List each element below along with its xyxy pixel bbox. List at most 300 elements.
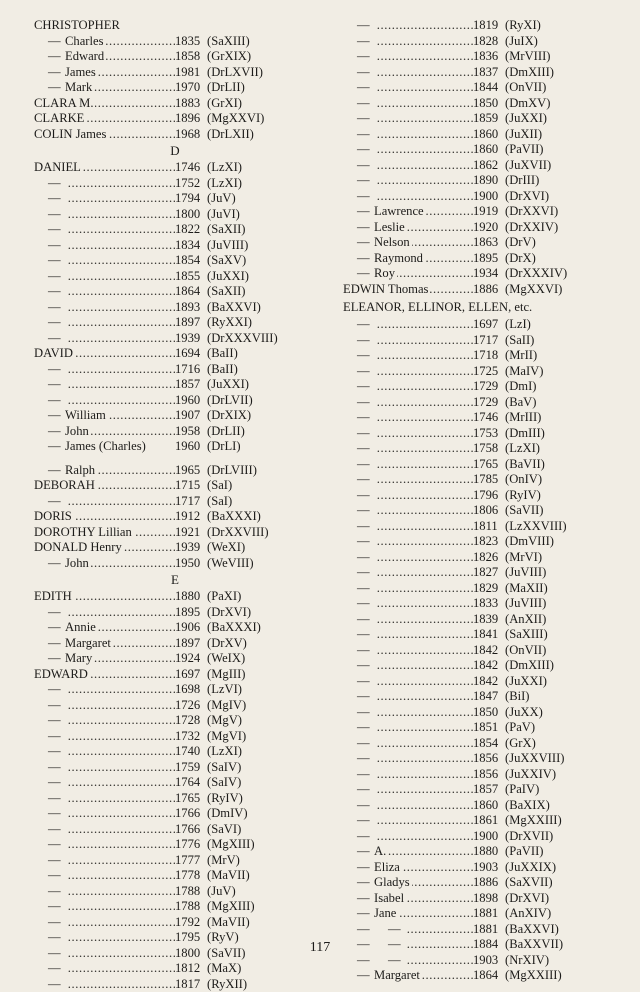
- index-entry: [34, 775, 316, 791]
- entry-year: 1939: [175, 540, 207, 556]
- index-entry: [343, 410, 625, 426]
- index-entry: [343, 627, 625, 643]
- entry-name: [343, 860, 473, 876]
- ditto-dash: —: [357, 674, 374, 690]
- given-name: [65, 605, 66, 619]
- entry-year: 1858: [175, 49, 207, 65]
- entry-name: [343, 80, 473, 96]
- index-entry: [34, 362, 316, 378]
- entry-reference: (DrLI): [207, 439, 241, 455]
- given-name: [65, 744, 66, 758]
- index-entry: [34, 868, 316, 884]
- entry-year: 1837: [473, 65, 505, 81]
- ditto-dash: —: [357, 441, 374, 457]
- ditto-dash: —: [357, 658, 374, 674]
- index-entry: [343, 519, 625, 535]
- entry-name: [34, 80, 175, 96]
- entry-reference: (SaVII): [505, 503, 543, 519]
- entry-year: 1817: [175, 977, 207, 992]
- given-name: DAVID: [34, 346, 74, 360]
- index-entry: [34, 253, 316, 269]
- entry-reference: (SaI): [207, 494, 232, 510]
- given-name: [405, 953, 406, 967]
- ditto-dash: —: [357, 173, 374, 189]
- index-entry: [34, 977, 316, 992]
- ditto-dash: —: [48, 744, 65, 760]
- ditto-dash: —: [357, 220, 374, 236]
- ditto-dash: —: [357, 891, 374, 907]
- ditto-dash: —: [357, 627, 374, 643]
- entry-reference: (SaXII): [207, 222, 245, 238]
- index-entry: [343, 34, 625, 50]
- ditto-dash: —: [48, 884, 65, 900]
- given-name: [374, 189, 375, 203]
- index-entry: [34, 331, 316, 347]
- entry-reference: (JuVIII): [505, 596, 546, 612]
- ditto-dash: —: [357, 968, 374, 984]
- entry-reference: (LzXI): [207, 744, 242, 760]
- entry-reference: (RyXI): [505, 18, 541, 34]
- entry-name: [34, 191, 175, 207]
- given-name: [405, 922, 406, 936]
- given-name: [374, 80, 375, 94]
- entry-year: 1907: [175, 408, 207, 424]
- entry-year: 1842: [473, 674, 505, 690]
- given-name: [374, 674, 375, 688]
- index-entry: [34, 605, 316, 621]
- ditto-dash: —: [48, 494, 65, 510]
- entry-year: 1886: [473, 282, 505, 298]
- given-name: EDWARD: [34, 667, 89, 681]
- entry-name: [343, 441, 473, 457]
- entry-reference: (SaI): [207, 478, 232, 494]
- entry-reference: (BaV): [505, 395, 536, 411]
- index-entry: [343, 251, 625, 267]
- entry-year: 1960: [175, 393, 207, 409]
- index-entry: [343, 158, 625, 174]
- entry-year: 1834: [175, 238, 207, 254]
- index-entry: [343, 705, 625, 721]
- entry-year: 1718: [473, 348, 505, 364]
- given-name: [65, 284, 66, 298]
- given-name: [374, 317, 375, 331]
- ditto-dash: —: [48, 439, 65, 455]
- entry-reference: (DmXV): [505, 96, 550, 112]
- entry-year: 1900: [473, 189, 505, 205]
- entry-reference: (DmIII): [505, 426, 545, 442]
- entry-year: 1795: [175, 930, 207, 946]
- entry-name: [343, 235, 473, 251]
- entry-name: [34, 713, 175, 729]
- entry-reference: (BaXXXI): [207, 620, 261, 636]
- entry-year: 1854: [473, 736, 505, 752]
- ditto-dash: —: [357, 348, 374, 364]
- ditto-dash: —: [48, 253, 65, 269]
- given-name: [65, 207, 66, 221]
- entry-name: [343, 395, 473, 411]
- entry-reference: (LzI): [505, 317, 531, 333]
- ditto-dash: —: [357, 65, 374, 81]
- entry-year: 1896: [175, 111, 207, 127]
- index-entry: [343, 282, 625, 298]
- entry-name: [343, 844, 473, 860]
- entry-reference: (MgV): [207, 713, 242, 729]
- index-entry: [34, 698, 316, 714]
- given-name: [374, 410, 375, 424]
- index-entry: [34, 806, 316, 822]
- ditto-dash: —: [48, 791, 65, 807]
- given-name: CLARKE: [34, 111, 85, 125]
- ditto-dash: —: [48, 946, 65, 962]
- ditto-dash: —: [48, 556, 65, 572]
- entry-name: [343, 596, 473, 612]
- given-name: Mark: [65, 80, 93, 94]
- entry-year: 1758: [473, 441, 505, 457]
- given-name: [65, 961, 66, 975]
- given-name: William: [65, 408, 107, 422]
- entry-name: [343, 457, 473, 473]
- ditto-dash: —: [357, 643, 374, 659]
- entry-year: 1746: [175, 160, 207, 176]
- entry-reference: (JuVIII): [207, 238, 248, 254]
- given-name: [65, 946, 66, 960]
- index-entry: [34, 525, 316, 541]
- entry-year: 1861: [473, 813, 505, 829]
- ditto-dash: —: [48, 868, 65, 884]
- entry-name: [34, 806, 175, 822]
- entry-name: [343, 96, 473, 112]
- entry-year: 1826: [473, 550, 505, 566]
- entry-name: [343, 34, 473, 50]
- ditto-dash: —: [48, 853, 65, 869]
- entry-year: 1919: [473, 204, 505, 220]
- entry-reference: (NrXIV): [505, 953, 549, 969]
- entry-name: [343, 736, 473, 752]
- entry-name: [34, 439, 175, 455]
- index-entry: [34, 961, 316, 977]
- index-entry: [34, 667, 316, 683]
- page-number: 117: [0, 940, 640, 956]
- entry-reference: (DrXXXIV): [505, 266, 567, 282]
- given-name: [65, 930, 66, 944]
- entry-year: 1726: [175, 698, 207, 714]
- entry-name: [343, 49, 473, 65]
- ditto-dash: —: [48, 930, 65, 946]
- entry-reference: (GrXIX): [207, 49, 251, 65]
- index-entry: [34, 346, 316, 362]
- entry-reference: (JuXXIX): [505, 860, 556, 876]
- entry-reference: (SaXIII): [207, 34, 250, 50]
- entry-name: [34, 509, 175, 525]
- index-entry: [34, 191, 316, 207]
- entry-year: 1811: [473, 519, 505, 535]
- entry-year: 1934: [473, 266, 505, 282]
- index-entry: [34, 34, 316, 50]
- given-name: [374, 65, 375, 79]
- index-entry: [34, 822, 316, 838]
- ditto-dash: —: [357, 235, 374, 251]
- entry-year: 1776: [175, 837, 207, 853]
- entry-reference: (OnVII): [505, 80, 546, 96]
- entry-year: 1836: [473, 49, 505, 65]
- entry-name: [34, 494, 175, 510]
- ditto-dash: —: [357, 519, 374, 535]
- entry-year: 1716: [175, 362, 207, 378]
- ditto-dash: —: [48, 80, 65, 96]
- ditto-dash: —: [48, 176, 65, 192]
- entry-year: 1863: [473, 235, 505, 251]
- ditto-dash: —: [357, 18, 374, 34]
- entry-year: 1785: [473, 472, 505, 488]
- ditto-dash: —: [357, 550, 374, 566]
- index-entry: [34, 884, 316, 900]
- index-entry: [34, 915, 316, 931]
- given-name: [374, 333, 375, 347]
- given-name: DEBORAH: [34, 478, 96, 492]
- ditto-dash: —: [48, 315, 65, 331]
- given-name: Nelson: [374, 235, 411, 249]
- entry-reference: (DrXXVI): [505, 204, 558, 220]
- ditto-dash: —: [357, 80, 374, 96]
- section-heading: ELEANOR, ELLINOR, ELLEN, etc.: [343, 297, 625, 317]
- entry-reference: (JuV): [207, 884, 236, 900]
- entry-reference: (PaIV): [505, 782, 539, 798]
- entry-reference: (PaVII): [505, 142, 543, 158]
- ditto-dash: —: [48, 207, 65, 223]
- entry-name: [343, 111, 473, 127]
- given-name: [374, 534, 375, 548]
- entry-year: 1897: [175, 315, 207, 331]
- entry-year: 1697: [473, 317, 505, 333]
- entry-reference: (WeXI): [207, 540, 245, 556]
- entry-name: [343, 127, 473, 143]
- entry-name: [34, 667, 175, 683]
- ditto-dash: —: [357, 689, 374, 705]
- entry-reference: (DrX): [505, 251, 536, 267]
- given-name: [65, 698, 66, 712]
- entry-name: [34, 222, 175, 238]
- entry-reference: (PaXI): [207, 589, 241, 605]
- index-heading: CHRISTOPHER: [34, 18, 316, 34]
- given-name: [65, 191, 66, 205]
- entry-name: [343, 488, 473, 504]
- ditto-dash: —: [48, 408, 65, 424]
- entry-name: [343, 643, 473, 659]
- entry-name: [343, 189, 473, 205]
- ditto-dash: —: [388, 922, 405, 938]
- entry-year: 1883: [175, 96, 207, 112]
- entry-reference: (JuXXVIII): [505, 751, 564, 767]
- given-name: John: [65, 424, 90, 438]
- index-entry: [34, 853, 316, 869]
- ditto-dash: —: [48, 775, 65, 791]
- entry-year: 1920: [473, 220, 505, 236]
- index-entry: [34, 439, 316, 455]
- index-entry: [343, 643, 625, 659]
- ditto-dash: —: [357, 736, 374, 752]
- given-name: [374, 49, 375, 63]
- entry-year: 1694: [175, 346, 207, 362]
- given-name: [374, 457, 375, 471]
- given-name: [65, 238, 66, 252]
- entry-year: 1880: [473, 844, 505, 860]
- entry-year: 1895: [175, 605, 207, 621]
- entry-year: 1850: [473, 96, 505, 112]
- entry-name: [343, 612, 473, 628]
- entry-reference: (MgIII): [207, 667, 245, 683]
- entry-year: 1717: [473, 333, 505, 349]
- entry-reference: (LzXI): [207, 176, 242, 192]
- index-entry: [34, 760, 316, 776]
- given-name: [405, 937, 406, 951]
- ditto-dash: —: [357, 111, 374, 127]
- given-name: [374, 142, 375, 156]
- index-entry: [34, 899, 316, 915]
- index-entry: [343, 317, 625, 333]
- index-entry: [343, 860, 625, 876]
- entry-year: 1857: [175, 377, 207, 393]
- ditto-dash: —: [357, 798, 374, 814]
- entry-reference: (MrV): [207, 853, 240, 869]
- entry-year: 1895: [473, 251, 505, 267]
- index-entry: [343, 767, 625, 783]
- entry-name: [34, 269, 175, 285]
- entry-name: [34, 977, 175, 992]
- index-entry: [34, 238, 316, 254]
- given-name: [65, 331, 66, 345]
- entry-name: [343, 922, 473, 938]
- index-entry: [343, 798, 625, 814]
- entry-year: 1880: [175, 589, 207, 605]
- given-name: [374, 348, 375, 362]
- ditto-dash: —: [48, 191, 65, 207]
- index-entry: [34, 651, 316, 667]
- entry-reference: (SaXVII): [505, 875, 553, 891]
- entry-reference: (MgIV): [207, 698, 246, 714]
- entry-name: [343, 875, 473, 891]
- entry-year: 1794: [175, 191, 207, 207]
- given-name: Annie: [65, 620, 97, 634]
- index-entry: [343, 674, 625, 690]
- given-name: [65, 899, 66, 913]
- index-entry: [343, 220, 625, 236]
- ditto-dash: —: [357, 875, 374, 891]
- entry-year: 1765: [175, 791, 207, 807]
- given-name: [374, 736, 375, 750]
- entry-reference: (JuXXI): [505, 674, 547, 690]
- entry-name: [343, 266, 473, 282]
- entry-name: [343, 65, 473, 81]
- entry-reference: (SaII): [505, 333, 534, 349]
- entry-name: [343, 550, 473, 566]
- entry-year: 1881: [473, 922, 505, 938]
- given-name: [374, 379, 375, 393]
- given-name: [65, 822, 66, 836]
- entry-year: 1968: [175, 127, 207, 143]
- ditto-dash: —: [357, 333, 374, 349]
- ditto-dash: —: [48, 760, 65, 776]
- ditto-dash: —: [357, 266, 374, 282]
- index-entry: [343, 689, 625, 705]
- ditto-dash: —: [48, 806, 65, 822]
- index-entry: [34, 80, 316, 96]
- index-entry: [343, 550, 625, 566]
- given-name: [374, 173, 375, 187]
- spacer: [34, 455, 316, 463]
- entry-name: [34, 424, 175, 440]
- index-entry: [343, 565, 625, 581]
- entry-name: [34, 791, 175, 807]
- entry-year: 1842: [473, 643, 505, 659]
- ditto-dash: —: [357, 34, 374, 50]
- entry-year: 1717: [175, 494, 207, 510]
- entry-year: 1740: [175, 744, 207, 760]
- entry-name: [343, 519, 473, 535]
- entry-year: 1960: [175, 439, 207, 455]
- given-name: [65, 713, 66, 727]
- entry-reference: (OnVII): [505, 643, 546, 659]
- index-entry: [34, 160, 316, 176]
- given-name: [374, 705, 375, 719]
- given-name: [374, 813, 375, 827]
- given-name: EDITH: [34, 589, 73, 603]
- entry-year: 1903: [473, 953, 505, 969]
- index-entry: [34, 494, 316, 510]
- ditto-dash: —: [357, 158, 374, 174]
- entry-reference: (SaXV): [207, 253, 246, 269]
- entry-year: 1829: [473, 581, 505, 597]
- entry-name: [34, 525, 175, 541]
- entry-reference: (DrXXXVIII): [207, 331, 278, 347]
- entry-reference: (DmXIII): [505, 65, 554, 81]
- entry-year: 1857: [473, 782, 505, 798]
- given-name: Raymond: [374, 251, 424, 265]
- entry-reference: (MgXXVI): [207, 111, 264, 127]
- ditto-dash: —: [357, 612, 374, 628]
- entry-reference: (DrXVI): [505, 189, 549, 205]
- given-name: [374, 503, 375, 517]
- index-entry: [343, 127, 625, 143]
- entry-year: 1884: [473, 937, 505, 953]
- entry-reference: (RyIV): [505, 488, 541, 504]
- entry-name: [34, 636, 175, 652]
- entry-year: 1835: [175, 34, 207, 50]
- entry-year: 1697: [175, 667, 207, 683]
- ditto-dash: —: [388, 937, 405, 953]
- entry-reference: (MgXXIII): [505, 968, 562, 984]
- given-name: [374, 829, 375, 843]
- ditto-dash: —: [48, 238, 65, 254]
- ditto-dash: —: [48, 463, 65, 479]
- ditto-dash: —: [357, 937, 374, 953]
- entry-reference: (DrXVI): [505, 891, 549, 907]
- given-name: [374, 550, 375, 564]
- entry-reference: (LzXI): [207, 160, 242, 176]
- index-entry: [343, 111, 625, 127]
- entry-reference: (MaVII): [207, 915, 250, 931]
- entry-year: 1965: [175, 463, 207, 479]
- entry-year: 1729: [473, 395, 505, 411]
- entry-name: [34, 899, 175, 915]
- entry-year: 1788: [175, 884, 207, 900]
- entry-name: [343, 220, 473, 236]
- ditto-dash: —: [48, 651, 65, 667]
- given-name: [374, 364, 375, 378]
- index-entry: [34, 713, 316, 729]
- index-entry: [343, 189, 625, 205]
- entry-reference: (DmVIII): [505, 534, 554, 550]
- entry-name: [343, 410, 473, 426]
